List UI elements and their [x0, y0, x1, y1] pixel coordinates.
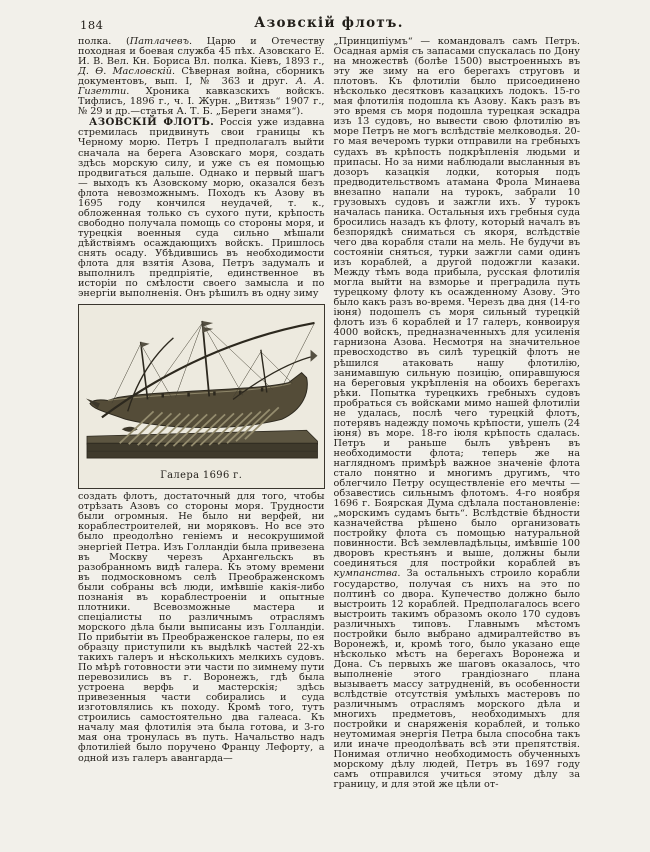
entry-body: Россія уже издавна стремилась придвинуть свои границы къ Черному морю. Петръ I предполагалъ выйти сначала на берега Азовскаго моря, создать здѣсь морскую силу, и уже съ ея помощью продвигаться дальше. Однако и первый шагъ — выходъ къ Азовскому морю, оказался безъ флота невозможнымъ. Походъ къ Азову въ 1695 году кончился неудачей, т. к., обложенная только съ сухого пути, крѣпость свободно получала помощь со стороны моря, и турецкія военныя суда сильно мѣшали дѣйствіямъ осаждающихъ войскъ. Пришлось снять осаду. Убѣдившись въ необходимости флота для взятія Азова, Петръ задумалъ и выполнилъ предпріятіе, единственное въ исторіи по смѣлости своего замысла и по энергіи выполненія. Онъ рѣшилъ въ одну зиму — [78, 117, 325, 300]
entry-paragraph — [78, 117, 325, 299]
bib-author-maslovskiy: Д. Ѳ. Масловскій — [78, 66, 172, 78]
bib-text: . Царю и Отечеству походная и боевая служба 45 пѣх. Азовскаго Е. И. В. Вел. Кн. Бориса Вл. полка. Кіевъ, 1893 г., — [78, 36, 325, 68]
term-kumpanstva: кумпанства — [333, 568, 398, 580]
page-number: 184 — [80, 18, 104, 32]
right-text: „Принципіумъ“ — командовалъ самъ Петръ. Осадная армія съ запасами спускалась по Дону на множествѣ (болѣе 1500) выстроенныхъ въ эту же зиму на его берегахъ струговъ и плотовъ. Къ флотиліи было присоединено нѣсколько десятковъ казацкихъ лодокъ. 15-го мая флотилія подошла къ Азову. Какъ разъ въ это время съ моря подошла турецкая эскадра изъ 13 судовъ, но вывести свою флотилію въ море Петръ не могъ вслѣдствіе мелководья. 20-го мая вечеромъ турки отправили на гребныхъ судахъ въ крѣпость подкрѣпленія людьми и припасы. Но за ними наблюдали высланныя въ дозоръ казацкія лодки, которыя подъ предводительствомъ атамана Фрола Минаева внезапно напали на турокъ, забрали 10 грузовыхъ судовъ и зажгли ихъ. У турокъ началась паника. Остальныя ихъ гребныя суда бросились назадъ къ флоту, который началъ въ безпорядкѣ сниматься съ якоря, вслѣдствіе чего два корабля стали на мель. Не будучи въ состояніи сняться, турки зажгли сами одинъ изъ кораблей, а другой подожгли казаки. Между тѣмъ вода прибыла, русская флотилія могла выйти на взморье и преградила путь турецкому флоту къ осажденному Азову. Это было какъ разъ во-время. Черезъ два дня (14-го іюня) подошелъ съ моря сильный турецкій флотъ изъ 6 кораблей и 17 галеръ, конвоируя 4000 войскъ, предназначенныхъ для усиленія гарнизона Азова. Несмотря на значительное превосходство въ силѣ турецкій флотъ не рѣшился атаковать нашу флотилію, занимавшую сильную позицію, опиравшуюся на береговыя укрѣпленія на обоихъ берегахъ рѣки. Попытка турецкихъ гребныхъ судовъ пробраться съ войсками мимо нашей флотиліи не удалась, послѣ чего турецкій флотъ, потерявъ надежду помочь крѣпости, ушелъ (24 іюня) въ море. 18-го іюля крѣпость сдалась. Петръ и раньше былъ увѣренъ въ необходимости флота; теперь же на наглядномъ примѣрѣ важное значеніе флота стало понятно и многимъ другимъ, что облегчило Петру осуществленіе его мечты — обзавестись сильнымъ флотомъ. 4-го ноября 1696 г. Боярская Дума сдѣлала постановленіе: „морскимъ судамъ быть“. Вслѣдствіе бѣдности казначейства рѣшено было организовать постройку флота съ помощью натуральной повинности. Всѣ землевладѣльцы, имѣвшіе 100 дворовъ крестьянъ и выше, должны были соединяться для постройки кораблей въ — [333, 36, 580, 570]
bib-text: полка. ( — [78, 36, 130, 47]
bib-text: . Хроника кавказскихъ войскъ. Тифлисъ, 1896 г., ч. I. Журн. „Витязь“ 1907 г., № 29 и др.—статья А. Т. Б. „Береги знамя“). — [78, 86, 325, 118]
text-columns — [78, 37, 580, 791]
page-header — [78, 15, 580, 33]
base-front — [87, 443, 318, 458]
bibliography-paragraph — [78, 37, 325, 117]
galley-figure — [78, 304, 325, 489]
mainmast-flag — [202, 321, 213, 333]
after-figure-paragraph: создать флотъ, достаточный для того, чтобы отрѣзать Азовъ со стороны моря. Трудности были огромныя. Не было ни верфей, ни кораблестроителей, ни моряковъ. Но все это было преодолѣно геніемъ и несокрушимой энергіей Петра. Изъ Голландіи была привезена въ Москву черезъ Архангельскъ въ разобранномъ видѣ галера. Къ этому времени въ подмосковномъ селѣ Преображенскомъ были собраны всѣ люди, имѣвшіе какія-либо познанія въ кораблестроеніи и опытные плотники. Всевозможные мастера и спеціалисты по различнымъ отраслямъ морского дѣла были выписаны изъ Голландіи. По прибытіи въ Преображенское галеры, по ея образцу приступили къ выдѣлкѣ частей 22-хъ такихъ галеръ и нѣсколькихъ мелкихъ судовъ. По мѣрѣ готовности эти части по зимнему пути перевозились въ г. Воронежъ, гдѣ была устроена верфь и мастерскія; здѣсь привезенныя части собирались и суда изготовлялись къ походу. Кромѣ того, тутъ строились самостоятельно два галеаса. Къ началу мая флотилія эта была готова, и 3-го мая она тронулась въ путь. Начальство надъ флотиліей было поручено Францу Лефорту, а одной изъ галеръ авангарда— — [78, 491, 325, 764]
left-column — [78, 37, 325, 791]
right-column — [334, 37, 581, 791]
running-title: Азовскій флотъ. — [254, 15, 404, 31]
bib-text: . Сѣверная война, сборникъ документовъ, вып. I, № 363 и друг. — [78, 66, 325, 88]
figure-caption: Галера 1696 г. — [160, 470, 243, 482]
right-text: . За остальныхъ строило корабли государство, получая съ нихъ на это по полтинѣ со двора. Купечество должно было выстроить 12 кораблей. Предполагалось всего выстроить такимъ образомъ около 170 судовъ различныхъ типовъ. Главнымъ мѣстомъ постройки было выбрано адмиралтейство въ Воронежѣ, и, кромѣ того, было указано еще нѣсколько мѣстъ на берегахъ Воронежа и Дона. Съ первыхъ же шаговъ оказалось, что выполненіе этого грандіознаго плана вызываетъ массу затрудненій, въ особенности вслѣдствіе отсутствія умѣлыхъ мастеровъ по различнымъ отраслямъ морского дѣла и многихъ предметовъ, необходимыхъ для постройки и снаряженія кораблей, и только неутомимая энергія Петра была способна такъ или иначе преодолѣвать всѣ эти препятствія. Понимая отлично необходимость обученныхъ морскому дѣлу людей, Петръ въ 1697 году самъ отправился учиться этому дѣлу за границу, и для этой же цѣли от- — [333, 568, 580, 791]
entry-headword: АЗОВСКІЙ ФЛОТЪ. — [89, 116, 215, 129]
galley-illustration — [84, 314, 319, 465]
bib-author-patlachev: Патлачевъ — [129, 36, 190, 47]
foremast-flag — [141, 342, 150, 348]
bib-author-gizetti: А. А. Гизетти — [78, 76, 325, 98]
stern-flag — [311, 350, 318, 362]
right-column-paragraph — [334, 37, 581, 791]
